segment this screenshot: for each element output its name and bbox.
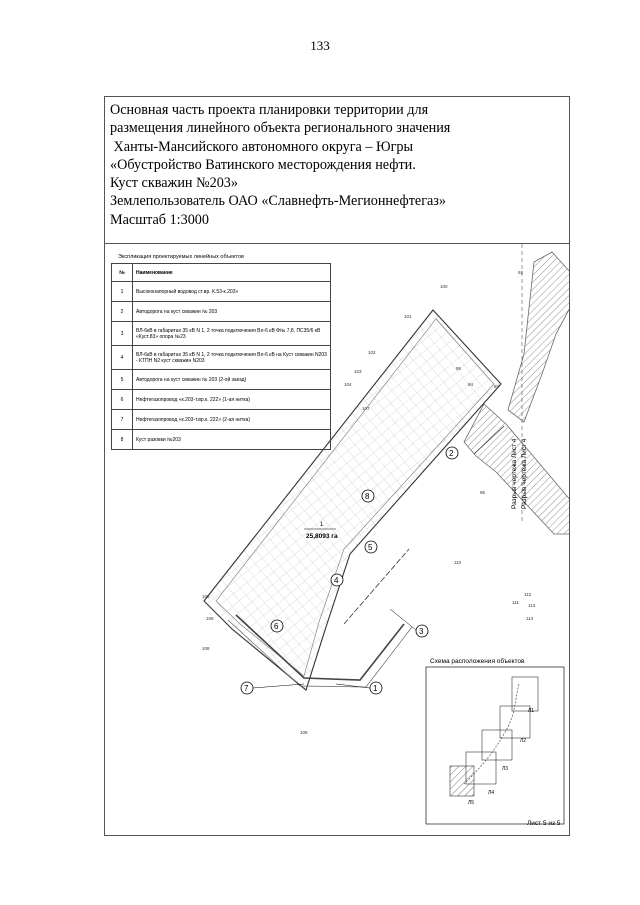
svg-text:Л4: Л4 xyxy=(488,790,495,796)
object-marker-7 xyxy=(241,682,253,694)
svg-text:Л3: Л3 xyxy=(502,766,509,772)
title-line: Землепользователь ОАО «Славнефть-Мегионнефтегаз» xyxy=(110,193,447,210)
title-line: Основная часть проекта планировки территории для xyxy=(110,102,429,118)
legend-row: 4 ВЛ-6кВ в габаритах 35 кВ N 1, 2 точка подключения Вл-6 кВ на Куст скважин N203 - КТПН N2 куст скважин N203 xyxy=(112,346,331,370)
legend-row: 8 Куст разовки №203 xyxy=(112,430,331,450)
svg-text:114: 114 xyxy=(526,616,534,621)
area-label-value: 25,8093 га xyxy=(306,533,338,540)
svg-text:4: 4 xyxy=(334,576,339,585)
road-corridor-upper xyxy=(508,252,570,422)
legend-caption: Экспликация проектируемых линейных объектов xyxy=(118,254,244,260)
page-number: 133 xyxy=(310,38,330,53)
power-line xyxy=(344,549,409,624)
svg-text:110: 110 xyxy=(454,560,462,565)
svg-text:8: 8 xyxy=(365,492,370,501)
object-marker-5 xyxy=(365,541,377,553)
object-marker-2 xyxy=(446,447,458,459)
svg-text:107: 107 xyxy=(362,406,370,411)
svg-text:109: 109 xyxy=(300,730,308,735)
svg-text:2: 2 xyxy=(449,449,454,458)
svg-text:100: 100 xyxy=(440,284,448,289)
inset-frame xyxy=(426,667,564,824)
legend-header-name: Наименование xyxy=(133,264,331,282)
svg-text:1: 1 xyxy=(373,684,378,693)
svg-text:95: 95 xyxy=(456,366,462,371)
svg-text:5: 5 xyxy=(368,543,373,552)
svg-text:Л2: Л2 xyxy=(520,738,527,744)
legend-row: 5 Автодорога на куст скважин № 203 (2-ой заезд) xyxy=(112,370,331,390)
title-line: размещения линейного объекта регионального значения xyxy=(110,120,451,137)
object-marker-1 xyxy=(370,682,382,694)
svg-text:92: 92 xyxy=(518,270,524,275)
title-line: Ханты-Мансийского автономного округа – Югры xyxy=(110,138,414,155)
svg-text:3: 3 xyxy=(419,627,424,636)
break-label: Разрыв чертежа Лист 4 xyxy=(521,438,528,509)
svg-text:113: 113 xyxy=(528,603,536,608)
title-line: «Обустройство Ватинского месторождения нефти. xyxy=(110,156,416,173)
svg-text:108: 108 xyxy=(202,646,210,651)
legend-header-num: № xyxy=(112,264,133,282)
legend-table xyxy=(111,263,331,450)
scale-line: Масштаб 1:3000 xyxy=(110,211,209,228)
sheet-number: Лист 5 из 5 xyxy=(527,820,561,827)
object-marker-8 xyxy=(362,490,374,502)
legend-row: 3 ВЛ-6кВ в габаритах 35 кВ N 1, 2 точка подключения Вл-6 кВ Ф№ 7,8. ПС35/6 кВ «Куст.83» опора №23 xyxy=(112,322,331,346)
legend-header-row xyxy=(112,264,331,282)
svg-text:93: 93 xyxy=(494,384,500,389)
svg-text:104: 104 xyxy=(344,382,352,387)
svg-text:7: 7 xyxy=(244,684,249,693)
svg-text:105: 105 xyxy=(202,594,210,599)
svg-text:6: 6 xyxy=(274,622,279,631)
svg-text:Л5: Л5 xyxy=(468,800,475,806)
svg-text:Л1: Л1 xyxy=(528,708,535,714)
object-marker-4 xyxy=(331,574,343,586)
svg-text:112: 112 xyxy=(524,592,532,597)
legend-row: 6 Нефтегазопровод «к.203-т.вр.к. 222» (1-ая нитка) xyxy=(112,390,331,410)
area-label-num: 1 xyxy=(320,522,324,528)
svg-text:94: 94 xyxy=(468,382,474,387)
legend-row: 2 Автодорога на куст скважин № 203 xyxy=(112,302,331,322)
object-marker-3 xyxy=(416,625,428,637)
svg-text:96: 96 xyxy=(480,490,486,495)
title-line: Куст скважин №203» xyxy=(110,175,238,192)
break-label: Разрыв чертежа Лист 4 xyxy=(511,438,518,509)
svg-text:102: 102 xyxy=(368,350,376,355)
inset-caption: Схема расположения объектов xyxy=(430,658,525,665)
svg-text:111: 111 xyxy=(512,600,519,605)
legend-row: 7 Нефтегазопровод «к.203-т.вр.к. 222» (2-ая нитка) xyxy=(112,410,331,430)
object-marker-6 xyxy=(271,620,283,632)
svg-text:103: 103 xyxy=(354,369,362,374)
legend-row: 1 Высоконапорный водовод ст.вр. К.53-к.203» xyxy=(112,282,331,302)
document-title xyxy=(110,101,565,229)
svg-text:106: 106 xyxy=(206,616,214,621)
svg-text:101: 101 xyxy=(404,314,412,319)
